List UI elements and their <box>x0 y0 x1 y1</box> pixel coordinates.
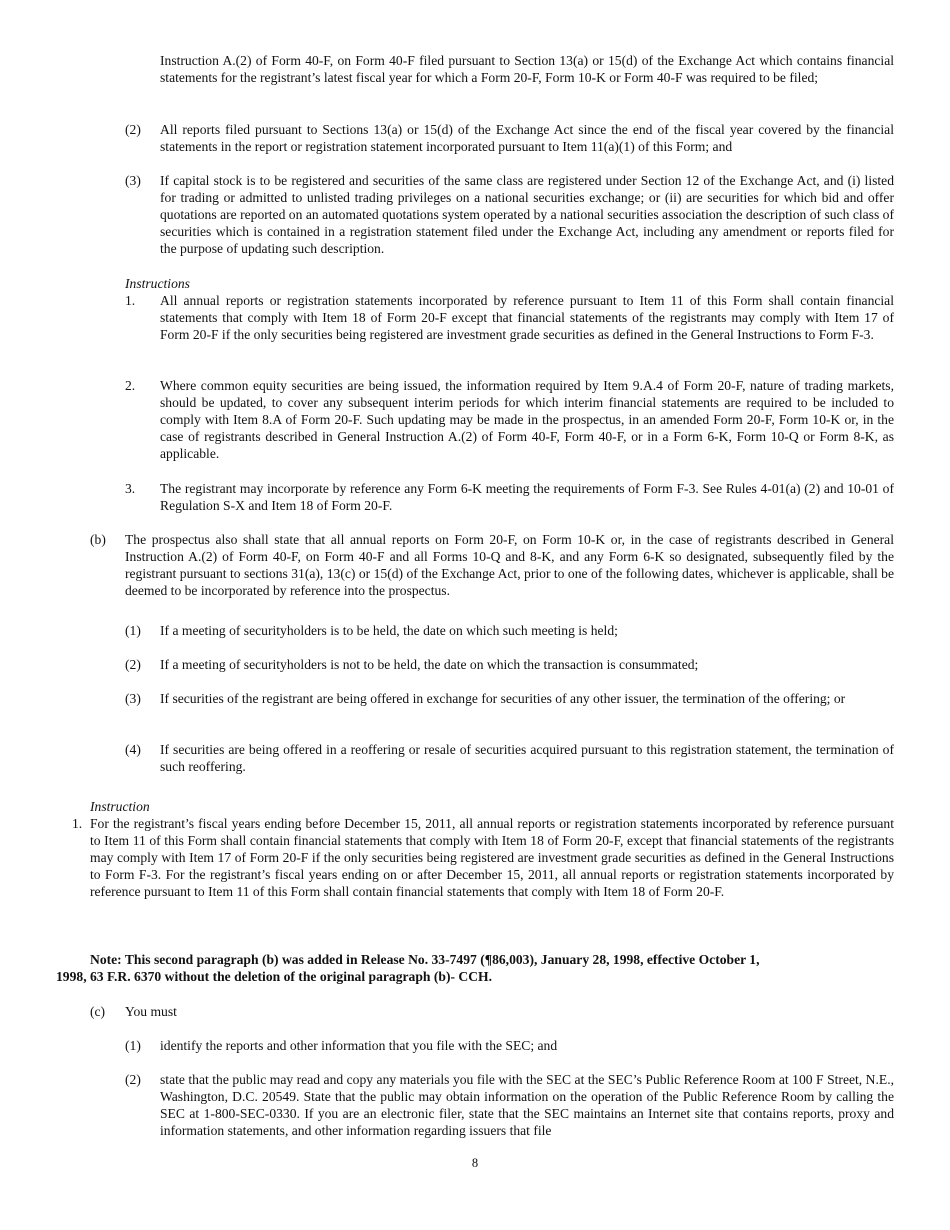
item-a3-number: (3) <box>125 173 141 188</box>
paragraph-c-text: You must <box>125 1004 177 1019</box>
continuation-paragraph: Instruction A.(2) of Form 40-F, on Form 40-F filed pursuant to Section 13(a) or 15(d) of the Exchange Act which contains financial statements for the registrant’s latest fiscal year for which a Form 20-F, Form 10-K or Form 40-F was required to be filed; <box>160 53 894 85</box>
note-line-1: Note: This second paragraph (b) was added in Release No. 33-7497 (¶86,003), January 28, 1998, effective October 1, <box>90 952 760 967</box>
item-b3-text: If securities of the registrant are being offered in exchange for securities of any other issuer, the termination of the offering; or <box>160 691 846 706</box>
instruction-2-text: Where common equity securities are being issued, the information required by Item 9.A.4 of Form 20-F, nature of trading markets, should be updated, to cover any subsequent interim periods for which interim financial statements are required to be included to comply with Item 8.A of Form 20-F. Such updating may be made in the prospectus, in an amended Form 20-F, Form 10-K or, in the case of registrants described in General Instruction A.(2) of Form 40-F, Form 40-F, or in a Form 6-K, Form 10-Q or Form 8-K, as applicable. <box>160 378 894 461</box>
item-b4-text: If securities are being offered in a reoffering or resale of securities acquired pursuant to this registration statement, the termination of such reoffering. <box>160 742 894 774</box>
paragraph-b-text: The prospectus also shall state that all annual reports on Form 20-F, on Form 10-K or, in the case of registrants described in General Instruction A.(2) of Form 40-F, on Form 40-F and all Forms 10-Q and 8-K, and any Form 6-K so designated, subsequently filed by the registrant pursuant to sections 31(a), 13(c) or 15(d) of the Exchange Act, prior to one of the following dates, whichever is applicable, shall be deemed to be incorporated by reference into the prospectus. <box>125 532 894 598</box>
instruction-3-number: 3. <box>125 481 136 496</box>
item-b2-number: (2) <box>125 657 141 672</box>
item-c2-text: state that the public may read and copy any materials you file with the SEC at the SEC’s Public Reference Room at 100 F Street, N.E., Washington, D.C. 20549. State that the public may obtain information on the operation of the Public Reference Room by calling the SEC at 1-800-SEC-0330. If you are an electronic filer, state that the SEC maintains an Internet site that contains reports, proxy and information statements, and other information regarding issuers that file <box>160 1072 894 1138</box>
paragraph-c-number: (c) <box>90 1004 106 1019</box>
instructions-heading: Instructions <box>125 276 190 291</box>
note-line-2: 1998, 63 F.R. 6370 without the deletion of the original paragraph (b)- CCH. <box>56 969 493 984</box>
item-a2-number: (2) <box>125 122 141 137</box>
item-b1-number: (1) <box>125 623 141 638</box>
instruction-b1-text: For the registrant’s fiscal years ending before December 15, 2011, all annual reports or registration statements incorporated by reference pursuant to Item 11 of this Form shall contain financial statements that comply with Item 18 of Form 20-F, except that financial statements of the registrants may comply with Item 17 of Form 20-F if the only securities being registered are investment grade securities as defined in the General Instructions to Form F-3. For the registrant’s fiscal years ending on or after December 15, 2011, all annual reports or registration statements incorporated by reference pursuant to Item 11 of this Form shall contain financial statements that comply with Item 18 of Form 20-F. <box>90 816 894 899</box>
item-c1-number: (1) <box>125 1038 141 1053</box>
instruction-heading: Instruction <box>90 799 150 814</box>
item-b3-number: (3) <box>125 691 141 706</box>
instruction-3-text: The registrant may incorporate by reference any Form 6-K meeting the requirements of Form F-3. See Rules 4-01(a) (2) and 10-01 of Regulation S-X and Item 18 of Form 20-F. <box>160 481 894 513</box>
item-b1-text: If a meeting of securityholders is to be held, the date on which such meeting is held; <box>160 623 618 638</box>
item-b4-number: (4) <box>125 742 141 757</box>
item-b2-text: If a meeting of securityholders is not to be held, the date on which the transaction is consummated; <box>160 657 699 672</box>
instruction-2-number: 2. <box>125 378 136 393</box>
item-a2-text: All reports filed pursuant to Sections 13(a) or 15(d) of the Exchange Act since the end of the fiscal year covered by the financial statements in the report or registration statement incorporated pursuant to Item 11(a)(1) of this Form; and <box>160 122 894 154</box>
item-c2-number: (2) <box>125 1072 141 1087</box>
instruction-1-number: 1. <box>125 293 136 308</box>
instruction-1-text: All annual reports or registration statements incorporated by reference pursuant to Item 11 of this Form shall contain financial statements that comply with Item 18 of Form 20-F except that financial statements of the registrants may comply with Item 17 of Form 20-F if the only securities being registered are investment grade securities as defined in the General Instructions to Form F-3. <box>160 293 894 342</box>
page-number: 8 <box>471 1156 479 1170</box>
instruction-b1-number: 1. <box>72 816 83 831</box>
paragraph-b-number: (b) <box>90 532 106 547</box>
item-a3-text: If capital stock is to be registered and securities of the same class are registered under Section 12 of the Exchange Act, and (i) listed for trading or admitted to unlisted trading privileges on a national securities exchange; or (ii) are securities for which bid and offer quotations are reported on an automated quotations system operated by a national securities association the description of such class of securities which is contained in a registration statement filed under the Exchange Act, including any amendment or reports filed for the purpose of updating such description. <box>160 173 894 256</box>
item-c1-text: identify the reports and other information that you file with the SEC; and <box>160 1038 558 1053</box>
